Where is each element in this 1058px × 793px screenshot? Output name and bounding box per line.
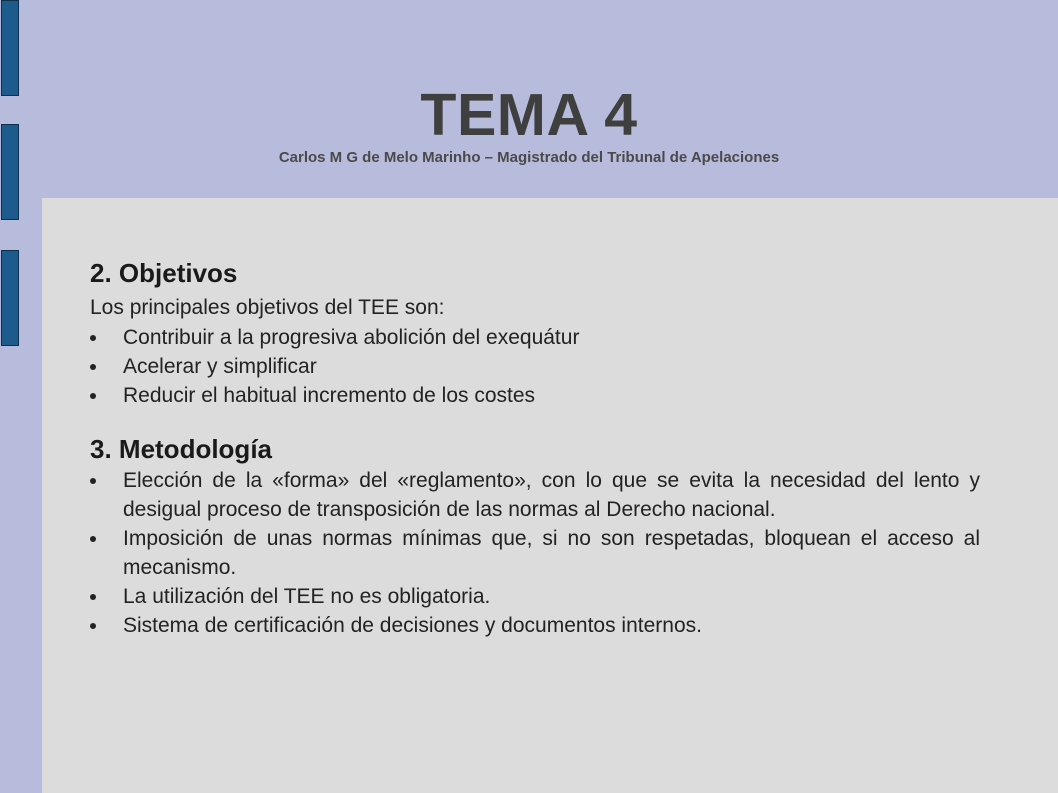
bullet-icon: [90, 623, 96, 629]
objetivos-list: [90, 323, 980, 410]
slide-header: [0, 0, 1058, 198]
slide-subtitle: Carlos M G de Melo Marinho – Magistrado del Tribunal de Apelaciones: [278, 149, 780, 166]
list-item: La utilización del TEE no es obligatoria.: [90, 582, 980, 611]
list-item: Reducir el habitual incremento de los costes: [90, 381, 980, 410]
list-item: Contribuir a la progresiva abolición del exequátur: [90, 323, 980, 352]
section-intro: Los principales objetivos del TEE son:: [90, 296, 445, 319]
section-heading-objetivos: 2. Objetivos: [90, 258, 238, 288]
list-item: Sistema de certificación de decisiones y documentos internos.: [90, 611, 980, 640]
section-heading-metodologia: 3. Metodología: [90, 434, 272, 464]
bullet-icon: [90, 335, 96, 341]
bullet-icon: [90, 536, 96, 542]
bullet-icon: [90, 364, 96, 370]
metodologia-list: [90, 466, 980, 640]
slide-content: [42, 198, 1058, 793]
bullet-icon: [90, 478, 96, 484]
decoration-bar: [1, 250, 19, 346]
list-item: Imposición de unas normas mínimas que, si no son respetadas, bloquean el acceso al mecanismo.: [90, 524, 980, 582]
bullet-icon: [90, 393, 96, 399]
content-body: [90, 256, 980, 640]
bullet-icon: [90, 594, 96, 600]
list-item: Acelerar y simplificar: [90, 352, 980, 381]
list-item: Elección de la «forma» del «reglamento», con lo que se evita la necesidad del lento y desigual proceso de transposición de las normas al Derecho nacional.: [90, 466, 980, 524]
slide-title: TEMA 4: [420, 82, 638, 148]
